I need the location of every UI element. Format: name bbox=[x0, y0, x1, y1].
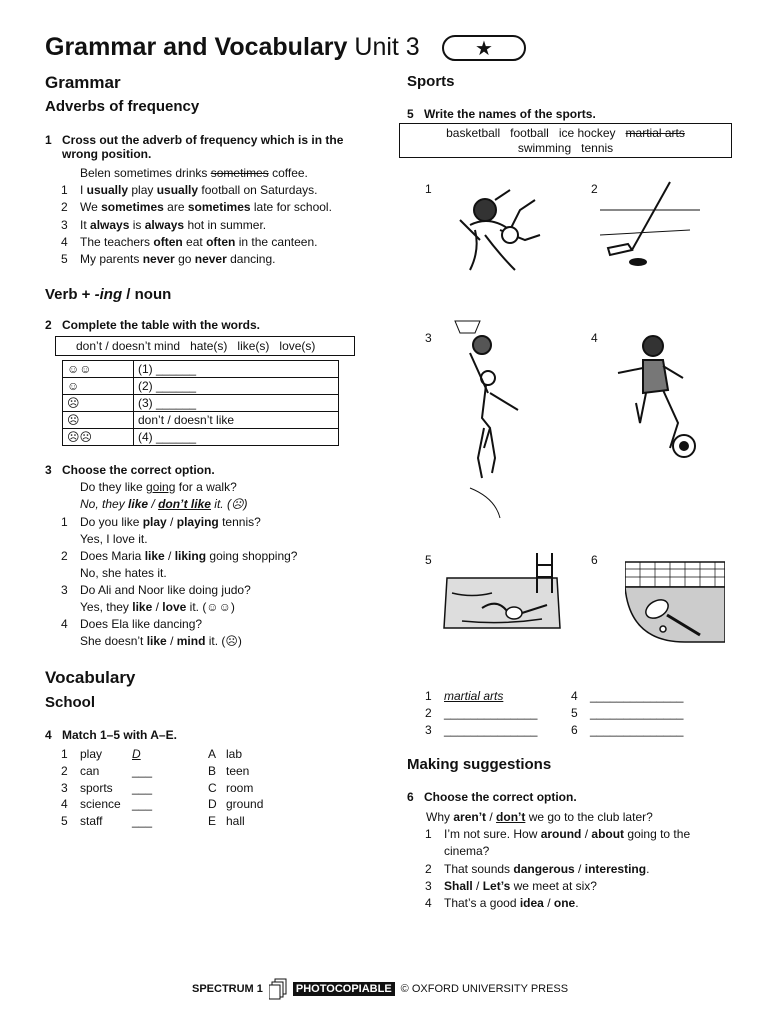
table-cell: (4) ______ bbox=[134, 429, 339, 446]
face-icon: ☹ bbox=[63, 395, 134, 412]
sports-heading: Sports bbox=[407, 73, 455, 90]
table-cell: don’t / doesn’t like bbox=[134, 412, 339, 429]
ex3-answer: No, she hates it. bbox=[80, 566, 167, 580]
football-illustration bbox=[608, 328, 708, 463]
swimming-illustration bbox=[442, 553, 562, 643]
basketball-illustration bbox=[440, 318, 550, 523]
tennis-illustration bbox=[625, 557, 725, 647]
star-level-badge bbox=[442, 35, 526, 61]
ex6-example: Why aren’t / don’t we go to the club later? bbox=[426, 810, 653, 824]
table-cell: (2) ______ bbox=[134, 378, 339, 395]
publisher-label: © OXFORD UNIVERSITY PRESS bbox=[400, 983, 569, 995]
ex1-example: Belen sometimes drinks sometimes coffee. bbox=[80, 166, 308, 180]
ex6-item-continued: cinema? bbox=[444, 844, 490, 859]
table-row bbox=[63, 378, 339, 395]
footer bbox=[192, 978, 568, 1000]
pic-number: 1 bbox=[425, 182, 432, 196]
photocopiable-badge: PHOTOCOPIABLE bbox=[293, 982, 395, 996]
pic-number: 3 bbox=[425, 331, 432, 345]
pic-number: 5 bbox=[425, 553, 432, 567]
face-icon: ☹ bbox=[63, 412, 134, 429]
ex2-table bbox=[62, 360, 339, 446]
pic-number: 4 bbox=[591, 331, 598, 345]
martial-arts-illustration bbox=[440, 180, 550, 280]
face-icon: ☹☹ bbox=[63, 429, 134, 446]
spectrum-label: SPECTRUM 1 bbox=[192, 983, 263, 995]
table-row bbox=[63, 361, 339, 378]
star-icon: ★ bbox=[475, 37, 493, 60]
school-heading: School bbox=[45, 694, 96, 711]
ex3-answer: She doesn’t like / mind it. (☹) bbox=[80, 634, 242, 648]
table-cell: (3) ______ bbox=[134, 395, 339, 412]
ex5-word-box: basketball football ice hockey martial arts swimming tennis bbox=[399, 123, 732, 158]
ex3-example-question: Do they like going for a walk? bbox=[80, 480, 237, 494]
ice-hockey-illustration bbox=[600, 180, 700, 270]
pic-number: 6 bbox=[591, 553, 598, 567]
face-icon: ☺☺ bbox=[63, 361, 134, 378]
ex3-answer: Yes, I love it. bbox=[80, 532, 148, 546]
ex3-answer: Yes, they like / love it. (☺☺) bbox=[80, 600, 235, 614]
table-cell: (1) ______ bbox=[134, 361, 339, 378]
table-row bbox=[63, 395, 339, 412]
pic-number: 2 bbox=[591, 182, 598, 196]
grammar-heading: Grammar bbox=[45, 73, 121, 92]
verb-ing-heading: Verb + -ing / noun bbox=[45, 286, 172, 303]
table-row bbox=[63, 412, 339, 429]
making-suggestions-heading: Making suggestions bbox=[407, 756, 552, 773]
ex3-example-answer: No, they like / don’t like it. (☹) bbox=[80, 497, 248, 511]
face-icon: ☺ bbox=[63, 378, 134, 395]
ex2-word-box: don’t / doesn’t mind hate(s) like(s) love(s) bbox=[55, 336, 355, 356]
table-row bbox=[63, 429, 339, 446]
page-title: Grammar and Vocabulary Unit 3 bbox=[45, 33, 420, 61]
vocabulary-heading: Vocabulary bbox=[45, 668, 136, 687]
adverbs-heading: Adverbs of frequency bbox=[45, 98, 200, 115]
photocopy-icon bbox=[269, 978, 287, 1000]
